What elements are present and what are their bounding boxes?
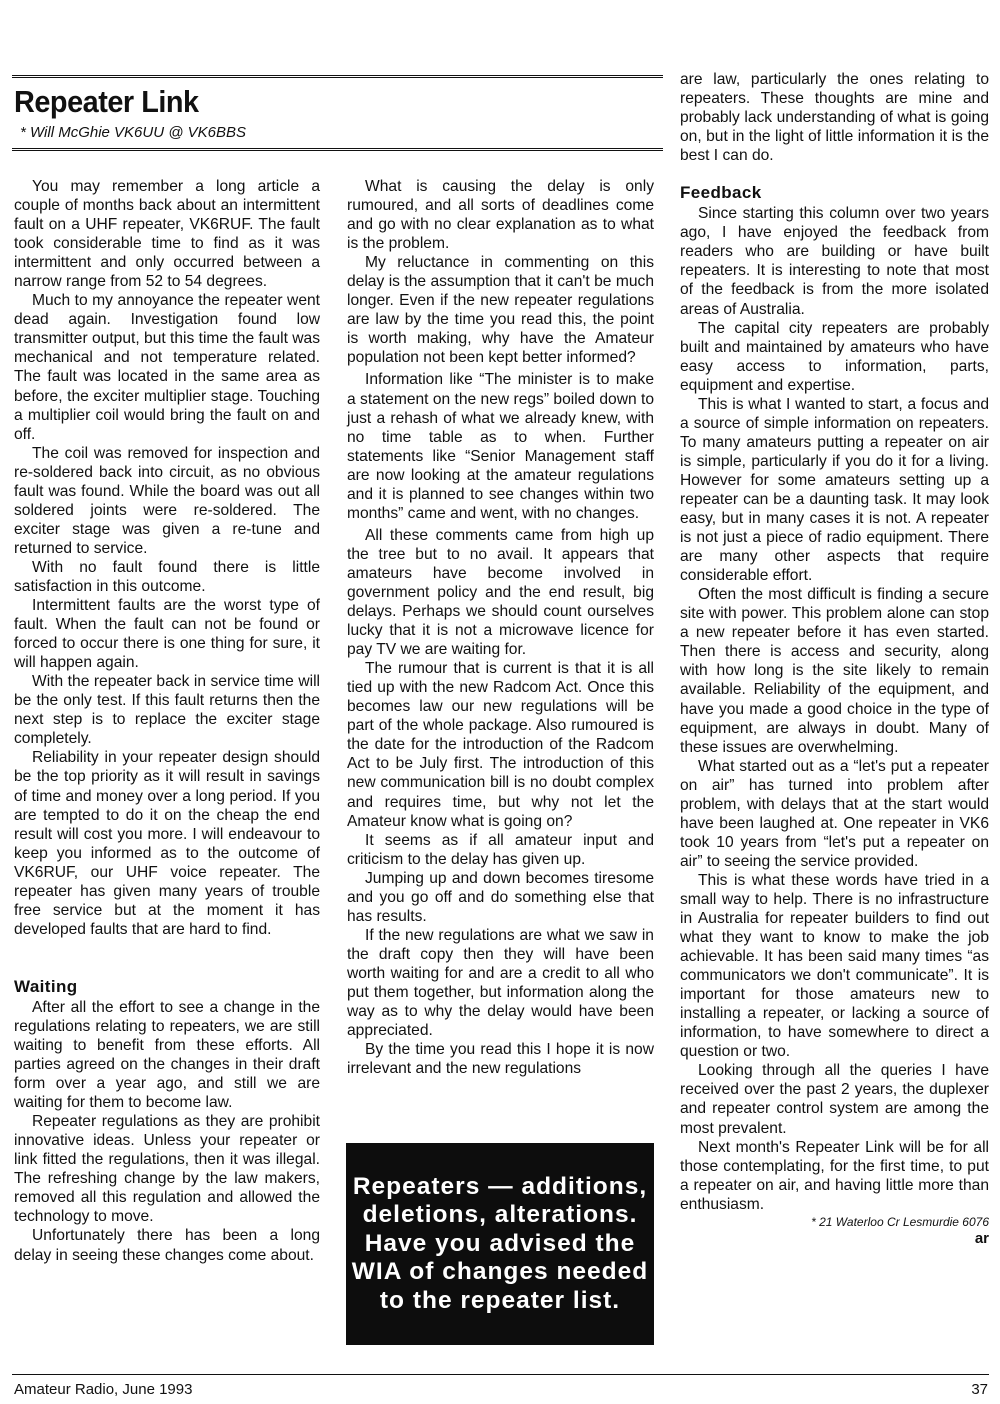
author-address: * 21 Waterloo Cr Lesmurdie 6076 bbox=[811, 1214, 989, 1229]
column-3 bbox=[680, 70, 989, 1247]
header-rule-top bbox=[12, 75, 663, 78]
header-rule-bottom bbox=[12, 148, 663, 151]
section-heading-feedback: Feedback bbox=[680, 183, 762, 203]
footer-publication: Amateur Radio, June 1993 bbox=[14, 1381, 193, 1398]
paragraph: After all the effort to see a change in the regulations relating to repeaters, we are still waiting to benefit from these efforts. All parties agreed on the changes in their draft form over a year ago, and still we are waiting for them to become law. bbox=[14, 998, 320, 1112]
paragraph: This is what these words have tried in a small way to help. There is no infrastructure in Australia for repeater builders to find out what they want to know to make the job achievable. It has been said many times “as communicators we don't communicate”. It is important for those amateurs new to installing a repeater, or lacking a source of information, to have somewhere to direct a question or two. bbox=[680, 871, 989, 1061]
paragraph: What started out as a “let's put a repeater on air” has turned into problem after problem, with delays that at the start would have been laughed at. One repeater in VK6 took 10 years from “let's put a repeater on air” to seeing the service provided. bbox=[680, 757, 989, 870]
paragraph: It seems as if all amateur input and criticism to the delay has given up. bbox=[347, 831, 654, 868]
paragraph: What is causing the delay is only rumoured, and all sorts of deadlines come and go with no clear explanation as to what is the problem. bbox=[347, 178, 654, 253]
paragraph: Information like “The minister is to make a statement on the new regs” boiled down to just a rehash of what we already knew, with no time table as to when. Further statements like “Senior Management staff are now looking at the amateur regulations and it is planned to see changes within two months” came and went, with no changes. bbox=[347, 371, 654, 522]
paragraph: Reliability in your repeater design should be the top priority as it will result in savings of time and money over a long period. If you are tempted to do it on the cheap the end result will cost you more. I will endeavour to keep you informed as to the outcome of VK6RUF, our UHF voice repeater. The repeater has given many years of trouble free service but at the moment it has developed faults that are hard to find. bbox=[14, 749, 320, 938]
paragraph: All these comments came from high up the tree but to no avail. It appears that amateurs have become involved in government policy and the end result, big delays. Perhaps we should count ourselves lucky that it is not a microwave licence for pay TV we are waiting for. bbox=[347, 526, 654, 659]
column-1 bbox=[14, 177, 320, 1265]
paragraph: This is what I wanted to start, a focus and a source of simple information on repeaters. To many amateurs putting a repeater on air is simple, particularly if you do it for a living. However for some amateurs setting up a repeater can be a daunting task. It may look easy, but in many cases it is not. A repeater is not just a piece of radio equipment. There are many other aspects that require considerable effort. bbox=[680, 395, 989, 585]
paragraph: The rumour that is current is that it is all tied up with the new Radcom Act. Once this becomes law our new regulations will be part of the whole package. Also rumoured is the date for the introduction of the Radcom Act to be July first. The introduction of this new communication bill is no doubt complex and requires time, but why not let the Amateur know what is going on? bbox=[347, 660, 654, 830]
paragraph: Jumping up and down becomes tiresome and you go off and do something else that has results. bbox=[347, 869, 654, 925]
paragraph: Since starting this column over two years ago, I have enjoyed the feedback from readers who are building or have built repeaters. It is interesting to note that most of the feedback is from the more isolated areas of Australia. bbox=[680, 205, 989, 318]
section-heading-waiting: Waiting bbox=[14, 976, 78, 996]
paragraph: The capital city repeaters are probably built and maintained by amateurs who have easy access to information, parts, equipment and expertise. bbox=[680, 319, 989, 394]
paragraph: Unfortunately there has been a long delay in seeing these changes come about. bbox=[14, 1227, 320, 1264]
paragraph: If the new regulations are what we saw in the draft copy then they will have been worth waiting for and are a credit to all who put them together, but information along the way as to why the delay would have been appreciated. bbox=[347, 926, 654, 1040]
footer-rule bbox=[12, 1374, 989, 1375]
paragraph: Often the most difficult is finding a secure site with power. This problem alone can stop a new repeater before it has even started. Then there is access and security, along with how long is the site likely to remain available. Reliability of the equipment, and have you made a good choice in the type of equipment, are always in doubt. Many of these issues are overwhelming. bbox=[680, 586, 989, 756]
paragraph: With no fault found there is little satisfaction in this outcome. bbox=[14, 558, 320, 595]
paragraph: are law, particularly the ones relating to repeaters. These thoughts are mine and probably lack understanding of what is going on, but in the light of little information it is the best I can do. bbox=[680, 71, 989, 165]
paragraph: Intermittent faults are the worst type of fault. When the fault can not be found or forced to occur there is one thing for sure, it will happen again. bbox=[14, 597, 320, 672]
column-2 bbox=[347, 177, 654, 1078]
end-mark: ar bbox=[974, 1229, 989, 1247]
paragraph: Next month's Repeater Link will be for all those contemplating, for the first time, to put a repeater on air, and having little more than enthusiasm. bbox=[680, 1138, 989, 1213]
page-number: 37 bbox=[971, 1381, 988, 1398]
paragraph: By the time you read this I hope it is now irrelevant and the new regulations bbox=[347, 1041, 654, 1078]
paragraph: My reluctance in commenting on this delay is the assumption that it can't be much longer. Even if the new repeater regulations are law by the time you read this, the point is worth making, why have the Amateur population not been kept better informed? bbox=[347, 254, 654, 367]
paragraph: With the repeater back in service time will be the only test. If this fault returns then the next step is to replace the exciter stage completely. bbox=[14, 673, 320, 748]
paragraph: You may remember a long article a couple of months back about an intermittent fault on a UHF repeater, VK6RUF. The fault took considerable time to find as it was intermittent and only occurred between a narrow range from 52 to 54 degrees. bbox=[14, 178, 320, 291]
paragraph: The coil was removed for inspection and re-soldered back into circuit, as no obvious fault was found. While the board was out all soldered joints were re-soldered. The exciter stage was given a re-tune and returned to service. bbox=[14, 444, 320, 557]
paragraph: Looking through all the queries I have received over the past 2 years, the duplexer and repeater control system are among the most prevalent. bbox=[680, 1062, 989, 1137]
promo-box bbox=[346, 1143, 654, 1345]
article-title: Repeater Link bbox=[14, 84, 199, 119]
article-byline: * Will McGhie VK6UU @ VK6BBS bbox=[20, 124, 246, 141]
paragraph: Much to my annoyance the repeater went dead again. Investigation found low transmitter output, but this time the fault was mechanical and not temperature related. The fault was located in the same area as before, the exciter multiplier stage. Touching a multiplier coil would bring the fault on and off. bbox=[14, 292, 320, 443]
paragraph: Repeater regulations as they are prohibit innovative ideas. Unless your repeater or link fitted the regulations, then it was illegal. The refreshing change by the law makers, removed all this regulation and allowed the technology to move. bbox=[14, 1113, 320, 1226]
promo-text: Repeaters — additions, deletions, alterations. Have you advised the WIA of changes needed to the repeater list. bbox=[351, 1172, 649, 1314]
